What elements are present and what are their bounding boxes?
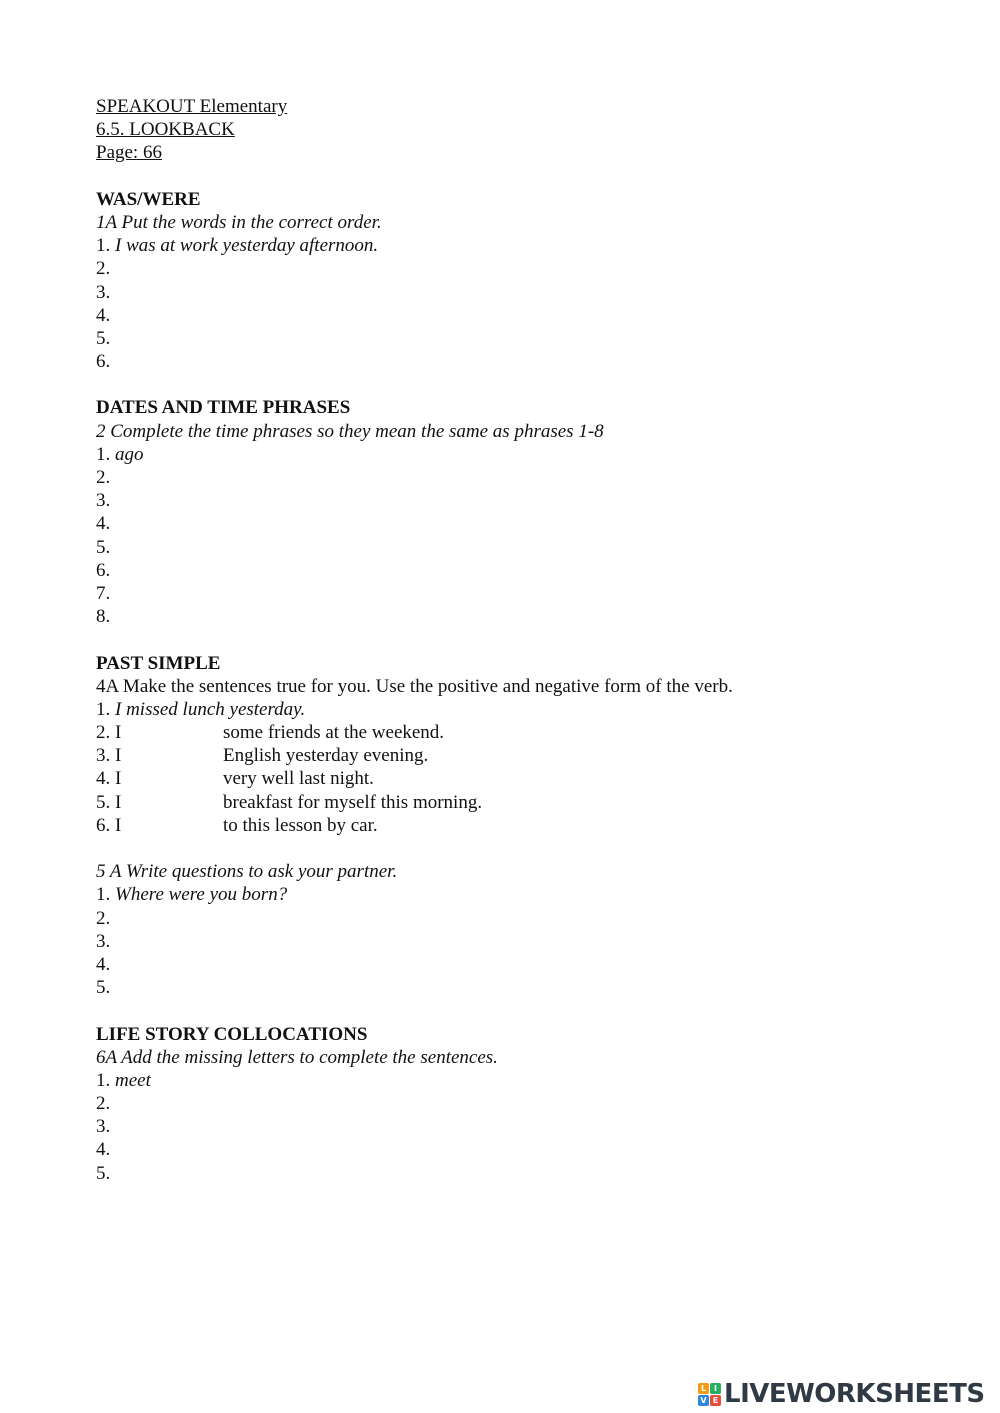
- list-item: [96, 489, 956, 512]
- list-item: [96, 1162, 956, 1185]
- list-item: [96, 976, 956, 999]
- item-number: 4.: [96, 304, 111, 326]
- item-number: 1.: [96, 443, 111, 465]
- worksheet-page: [96, 95, 956, 1185]
- example-answer: Where were you born?: [115, 884, 288, 906]
- liveworksheets-logo: [698, 1378, 985, 1410]
- spacer: [96, 628, 956, 651]
- list-item: [96, 512, 956, 535]
- exercise-4a-list: [96, 721, 956, 837]
- item-number: 4. I: [96, 768, 122, 790]
- list-item: [96, 304, 956, 327]
- item-number: 3.: [96, 281, 111, 303]
- example-answer: I missed lunch yesterday.: [115, 698, 306, 720]
- list-item: [96, 1115, 956, 1138]
- list-item: [96, 582, 956, 605]
- page-number: Page: 66: [96, 142, 162, 164]
- list-item: [96, 1138, 956, 1161]
- item-number: 2.: [96, 907, 111, 929]
- logo-text: LIVEWORKSHEETS: [724, 1379, 985, 1409]
- instruction-6a: 6A Add the missing letters to complete the sentences.: [96, 1046, 498, 1068]
- instruction-1a: 1A Put the words in the correct order.: [96, 211, 382, 233]
- sentence-row: [96, 767, 956, 790]
- item-number: 1.: [96, 884, 111, 906]
- section-heading-past-simple: PAST SIMPLE: [96, 652, 221, 674]
- logo-mark-icon: [698, 1383, 721, 1406]
- spacer: [96, 999, 956, 1022]
- course-title: SPEAKOUT Elementary: [96, 96, 288, 117]
- item-number: 5.: [96, 327, 111, 349]
- list-item: [96, 350, 956, 373]
- logo-letter: E: [710, 1395, 721, 1406]
- sentence-row: [96, 721, 956, 744]
- item-number: 4.: [96, 513, 111, 535]
- item-number: 5.: [96, 977, 111, 999]
- logo-letter: L: [698, 1383, 709, 1394]
- item-number: 3.: [96, 930, 111, 952]
- list-item: [96, 953, 956, 976]
- list-item: [96, 443, 956, 466]
- instruction-2: 2 Complete the time phrases so they mean the same as phrases 1-8: [96, 420, 604, 442]
- list-item: [96, 1069, 956, 1092]
- sentence-row: [96, 814, 956, 837]
- sentence-row: [96, 744, 956, 767]
- item-number: 2.: [96, 467, 111, 488]
- item-number: 1.: [96, 235, 111, 257]
- instruction-4a: 4A Make the sentences true for you. Use the positive and negative form of the verb.: [96, 675, 733, 697]
- item-number: 5.: [96, 536, 111, 558]
- item-number: 3. I: [96, 745, 122, 767]
- item-number: 1.: [96, 1069, 111, 1091]
- logo-letter: I: [710, 1383, 721, 1394]
- item-number: 2. I: [96, 722, 122, 744]
- item-number: 6. I: [96, 814, 122, 836]
- sentence-text: very well last night.: [223, 768, 374, 790]
- section-heading-dates-time: DATES AND TIME PHRASES: [96, 397, 351, 419]
- list-item: [96, 257, 956, 280]
- sentence-text: breakfast for myself this morning.: [223, 791, 483, 813]
- instruction-5a: 5 A Write questions to ask your partner.: [96, 861, 398, 883]
- item-number: 5. I: [96, 791, 122, 813]
- list-item: [96, 281, 956, 304]
- item-number: 3.: [96, 490, 111, 512]
- spacer: [96, 165, 956, 188]
- list-item: [96, 907, 956, 930]
- unit-title: 6.5. LOOKBACK: [96, 119, 235, 141]
- list-item: [96, 698, 956, 721]
- section-heading-life-story: LIFE STORY COLLOCATIONS: [96, 1023, 368, 1045]
- item-number: 2.: [96, 258, 111, 280]
- section-heading-was-were: WAS/WERE: [96, 188, 201, 210]
- item-number: 8.: [96, 606, 111, 628]
- list-item: [96, 883, 956, 906]
- item-number: 4.: [96, 953, 111, 975]
- exercise-5a-list: [96, 883, 956, 999]
- item-number: 2.: [96, 1093, 111, 1115]
- sentence-text: some friends at the weekend.: [223, 722, 445, 744]
- item-number: 5.: [96, 1162, 111, 1184]
- list-item: [96, 559, 956, 582]
- spacer: [96, 373, 956, 396]
- item-number: 6.: [96, 351, 111, 373]
- exercise-6a-list: [96, 1069, 956, 1185]
- item-number: 7.: [96, 582, 111, 604]
- item-number: 1.: [96, 698, 111, 720]
- example-answer: I was at work yesterday afternoon.: [115, 235, 379, 257]
- list-item: [96, 605, 956, 628]
- list-item: [96, 930, 956, 953]
- list-item: [96, 327, 956, 350]
- list-item: [96, 234, 956, 257]
- sentence-row: [96, 791, 956, 814]
- item-number: 3.: [96, 1116, 111, 1138]
- item-number: 4.: [96, 1139, 111, 1161]
- example-answer: meet: [115, 1069, 151, 1091]
- list-item: [96, 536, 956, 559]
- list-item: [96, 466, 956, 489]
- spacer: [96, 837, 956, 860]
- item-number: 6.: [96, 559, 111, 581]
- logo-letter: V: [698, 1395, 709, 1406]
- exercise-1a-list: [96, 234, 956, 373]
- sentence-text: to this lesson by car.: [223, 814, 378, 836]
- list-item: [96, 1092, 956, 1115]
- example-answer: ago: [115, 443, 144, 465]
- sentence-text: English yesterday evening.: [223, 745, 429, 767]
- exercise-2-list: [96, 443, 956, 629]
